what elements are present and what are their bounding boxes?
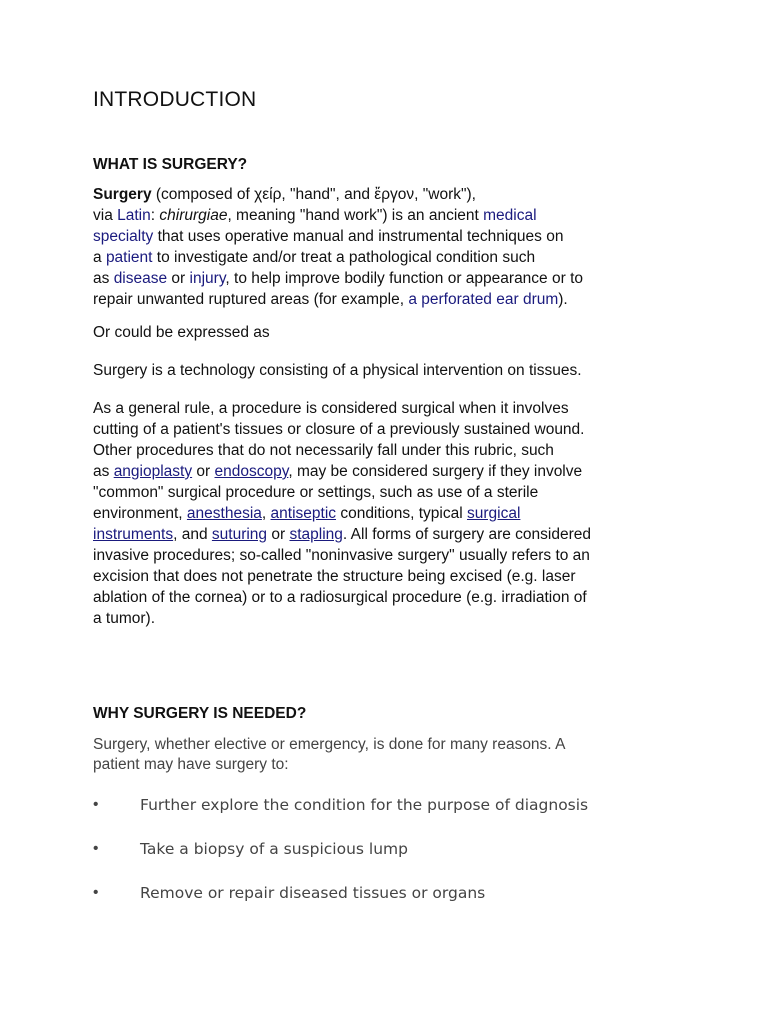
general-rule-paragraph bbox=[93, 398, 683, 629]
text-span: environment, bbox=[93, 505, 187, 522]
link-perforated-ear-drum[interactable]: a perforated ear drum bbox=[408, 291, 559, 308]
link-antiseptic[interactable]: antiseptic bbox=[270, 505, 337, 522]
text-span: , and bbox=[173, 526, 212, 543]
text-line: "common" surgical procedure or settings, such as use of a sterile bbox=[93, 484, 539, 501]
link-injury[interactable]: injury bbox=[189, 270, 226, 287]
link-anesthesia[interactable]: anesthesia bbox=[186, 505, 262, 522]
link-specialty[interactable]: specialty bbox=[93, 228, 154, 245]
text-span: , bbox=[261, 505, 271, 522]
text-line: cutting of a patient's tissues or closure of a previously sustained wound. bbox=[93, 421, 585, 438]
text-span: , may be considered surgery if they involve bbox=[288, 463, 583, 480]
expressed-as-paragraph: Or could be expressed as bbox=[93, 324, 270, 341]
text-span: or bbox=[192, 463, 215, 480]
text-line: invasive procedures; so-called "noninvasive surgery" usually refers to an bbox=[93, 547, 590, 564]
section-heading-what-is-surgery: WHAT IS SURGERY? bbox=[93, 156, 248, 173]
page-title: INTRODUCTION bbox=[93, 88, 257, 111]
text-line: patient may have surgery to: bbox=[93, 756, 289, 773]
link-stapling[interactable]: stapling bbox=[289, 526, 343, 543]
text-span: or bbox=[167, 270, 190, 287]
technology-paragraph: Surgery is a technology consisting of a physical intervention on tissues. bbox=[93, 362, 582, 379]
link-surgical[interactable]: surgical bbox=[466, 505, 521, 522]
text-span: a bbox=[93, 249, 106, 266]
text-span: as bbox=[93, 270, 114, 287]
bullet-icon: • bbox=[93, 884, 99, 901]
link-disease[interactable]: disease bbox=[113, 270, 168, 287]
text-line: Surgery, whether elective or emergency, is done for many reasons. A bbox=[93, 736, 566, 753]
text-span: (composed of χείρ, "hand", and ἔργον, "work"), bbox=[151, 186, 476, 203]
text-span: . All forms of surgery are considered bbox=[342, 526, 592, 543]
list-item-text: Further explore the condition for the purpose of diagnosis bbox=[140, 796, 589, 814]
link-endoscopy[interactable]: endoscopy bbox=[214, 463, 289, 480]
text-span: via bbox=[93, 207, 118, 224]
list-item-text: Remove or repair diseased tissues or organs bbox=[140, 884, 486, 902]
text-span: : bbox=[150, 207, 160, 224]
text-span: or bbox=[267, 526, 290, 543]
list-item bbox=[93, 794, 693, 838]
term-chirurgiae: chirurgiae bbox=[159, 207, 228, 224]
list-item bbox=[93, 882, 693, 926]
text-line: excision that does not penetrate the structure being excised (e.g. laser bbox=[93, 568, 576, 585]
link-instruments[interactable]: instruments bbox=[93, 526, 174, 543]
link-angioplasty[interactable]: angioplasty bbox=[113, 463, 193, 480]
text-span: that uses operative manual and instrumental techniques on bbox=[153, 228, 564, 245]
bullet-icon: • bbox=[93, 840, 99, 857]
text-span: ). bbox=[558, 291, 568, 308]
text-span: as bbox=[93, 463, 114, 480]
list-item bbox=[93, 838, 693, 882]
text-span: , to help improve bodily function or appearance or to bbox=[225, 270, 583, 287]
section-heading-why-surgery-needed: WHY SURGERY IS NEEDED? bbox=[93, 705, 307, 722]
bullet-icon: • bbox=[93, 796, 99, 813]
text-line: Other procedures that do not necessarily fall under this rubric, such bbox=[93, 442, 554, 459]
definition-paragraph bbox=[93, 184, 683, 310]
link-medical[interactable]: medical bbox=[483, 207, 537, 224]
text-line: As a general rule, a procedure is considered surgical when it involves bbox=[93, 400, 569, 417]
text-line: ablation of the cornea) or to a radiosurgical procedure (e.g. irradiation of bbox=[93, 589, 587, 606]
list-item-text: Take a biopsy of a suspicious lump bbox=[140, 840, 408, 858]
link-latin[interactable]: Latin bbox=[117, 207, 151, 224]
text-span: conditions, typical bbox=[336, 505, 467, 522]
text-span: repair unwanted ruptured areas (for example, bbox=[93, 291, 409, 308]
why-surgery-intro bbox=[93, 735, 683, 775]
term-surgery: Surgery bbox=[93, 186, 152, 203]
text-line: a tumor). bbox=[93, 610, 156, 627]
text-span: to investigate and/or treat a pathological condition such bbox=[152, 249, 536, 266]
reasons-list bbox=[93, 794, 693, 926]
link-patient[interactable]: patient bbox=[105, 249, 153, 266]
link-suturing[interactable]: suturing bbox=[211, 526, 268, 543]
text-span: , meaning "hand work") is an ancient bbox=[227, 207, 484, 224]
